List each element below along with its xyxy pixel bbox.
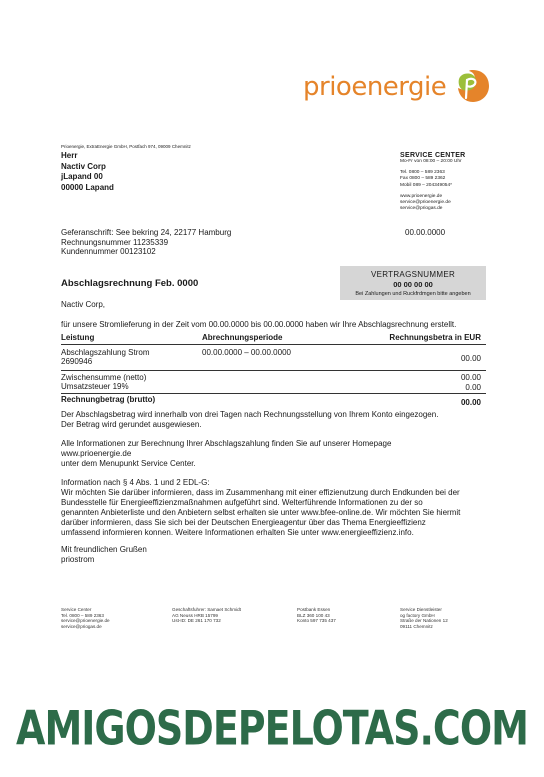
subtotal-label: Zwischensumme (netto) — [61, 373, 147, 382]
sender-address-line: Prioenergie, ExtraEnergie GmbH, Postfach 974, 09009 Chemnitz — [61, 144, 191, 149]
col-header-leistung: Leistung — [61, 333, 95, 342]
footer-line: Geschaftsfuhrer: Samaet Schmidt — [172, 607, 241, 612]
service-tel: Tel. 0800 – 589 2363 — [400, 170, 445, 176]
paragraph-line: unter dem Menupunkt Service Center. — [61, 459, 196, 468]
row-amount: 00.00 — [460, 354, 481, 363]
recipient-name: Nactiv Corp — [61, 161, 106, 171]
footer-col-bank — [297, 607, 336, 624]
homepage-paragraph — [61, 439, 391, 469]
paragraph-line: umfassend informieren konnen. Weitere Informationen erhalten Sie unter www.energieeffizienz.info. — [61, 528, 414, 537]
intro-text: für unsere Stromlieferung in der Zeit vom 00.00.0000 bis 00.00.0000 haben wir Ihre Abschlagsrechnung erstellt. — [61, 320, 457, 329]
footer-line: Service Center — [61, 607, 92, 612]
table-divider — [61, 344, 486, 345]
subtotal-amount: 00.00 — [460, 373, 481, 382]
paragraph-line: genannten Anbieterliste und den Anbietern selbst erhalten sie unter www.bfee-online.de. Wir möchten Sie hiermit — [61, 508, 461, 517]
site-watermark — [0, 700, 544, 756]
contract-number-box — [340, 266, 486, 300]
recipient-salutation: Herr — [61, 151, 78, 160]
footer-line: Straße der Nationen 12 — [400, 618, 448, 624]
invoice-date: 00.00.0000 — [405, 228, 446, 237]
service-mail-2: service@priogas.de — [400, 206, 443, 212]
col-header-period: Abrechnungsperiode — [202, 333, 283, 342]
paragraph-line: Der Betrag wird gerundet ausgewiesen. — [61, 420, 202, 429]
footer-line: Postbank Essen — [297, 607, 331, 612]
invoice-reference-block — [61, 228, 231, 257]
service-mobil: Mobil 089 – 204349054* — [400, 182, 453, 188]
row-id: 2690946 — [61, 357, 93, 366]
watermark-text: AMIGOSDEPELOTAS.COM — [16, 700, 528, 756]
contract-label: VERTRAGSNUMMER — [370, 270, 456, 279]
footer-line: Service Dienstleister — [400, 607, 442, 612]
recipient-city: 00000 Lapand — [61, 182, 114, 192]
table-divider — [61, 393, 486, 394]
footer-col-service — [61, 607, 110, 629]
contract-note: Bei Zahlungen und Ruckfrdmgen bitte angeben — [355, 291, 471, 297]
closing-greeting: Mit freundlichen Grußen — [61, 545, 147, 554]
footer-line: service@prioenergie.de — [61, 618, 110, 624]
kundennummer: Kundennummer 00123102 — [61, 247, 156, 256]
table-divider — [61, 370, 486, 371]
closing — [61, 545, 147, 565]
footer-line: AG Neuss HRB 15799 — [172, 612, 218, 618]
service-center-block — [400, 152, 500, 212]
footer-line: og factory GmbH — [400, 612, 435, 618]
footer-line: Konto 597 735 437 — [297, 618, 336, 624]
edlg-paragraph — [61, 478, 460, 538]
closing-signature: priostrom — [61, 555, 95, 564]
footer-line: service@priogas.de — [61, 623, 102, 629]
footer-line: 09111 Chemnitz — [400, 623, 433, 629]
service-center-title: SERVICE CENTER — [400, 152, 466, 159]
paragraph-line: Der Abschlagsbetrag wird innerhalb von drei Tagen nach Rechnungsstellung von Ihrem Konto eingezogen. — [61, 410, 439, 419]
geferanschrift: Geferanschrift: See bekring 24, 22177 Hamburg — [61, 228, 232, 237]
letter-salutation: Nactiv Corp, — [61, 300, 106, 309]
footer-col-provider — [400, 607, 448, 629]
service-web: www.prioenergie.de — [400, 193, 443, 199]
payment-paragraph — [61, 410, 438, 430]
tax-amount: 0.00 — [465, 383, 481, 392]
paragraph-line: Information nach § 4 Abs. 1 und 2 EDL-G: — [61, 478, 210, 487]
footer-col-management — [172, 607, 241, 624]
paragraph-line: Bundesstelle für Energieeffizienzmaßnahmen aufgeführt sind. Welterführende Informationen zu der so — [61, 498, 423, 507]
recipient-street: jLapand 00 — [61, 172, 103, 181]
homepage-link[interactable]: www.prioenergie.de — [61, 449, 132, 458]
row-label: Abschlagszahlung Strom — [61, 348, 150, 357]
service-mail-1: service@prioenergie.de — [400, 200, 451, 206]
leaf-p-logo-icon — [455, 68, 491, 104]
service-fax: Fax 0800 – 589 2362 — [400, 176, 446, 182]
contract-number: 00 00 00 00 — [393, 280, 433, 289]
footer-line: Tel. 0800 – 589 2363 — [61, 612, 104, 618]
paragraph-line: Alle Informationen zur Berechnung Ihrer Abschlagszahlung finden Sie auf unserer Homepage — [61, 439, 392, 448]
service-hours: Mo-Fr von 08:00 – 20:00 Uhr — [400, 159, 462, 164]
rechnungsnummer: Rechnungsnummer 11235339 — [61, 237, 169, 247]
footer-line: BLZ 360 100 43 — [297, 612, 330, 618]
col-header-amount: Rechnungsbetra in EUR — [389, 333, 481, 342]
paragraph-line: Wir möchten Sie darüber informieren, dass im Zusammenhang mit einer effizienutzung durch Endkunden bei der — [61, 488, 460, 497]
recipient-address — [61, 151, 114, 193]
total-amount: 00.00 — [460, 398, 481, 407]
tax-label: Umsatzsteuer 19% — [61, 382, 129, 391]
footer-line: Ust-ID: DE 261 170 732 — [172, 618, 221, 624]
row-period: 00.00.0000 – 00.00.0000 — [202, 348, 291, 357]
invoice-subject: Abschlagsrechnung Feb. 0000 — [61, 278, 199, 289]
paragraph-line: darüber informieren, dass Sie sich bei der Deutschen Energieagentur über das Thema Energieeffizienz — [61, 518, 426, 527]
company-logo — [303, 70, 493, 108]
logo-wordmark: prioenergie — [303, 72, 447, 102]
total-label: Rechnungbetrag (brutto) — [61, 395, 156, 404]
